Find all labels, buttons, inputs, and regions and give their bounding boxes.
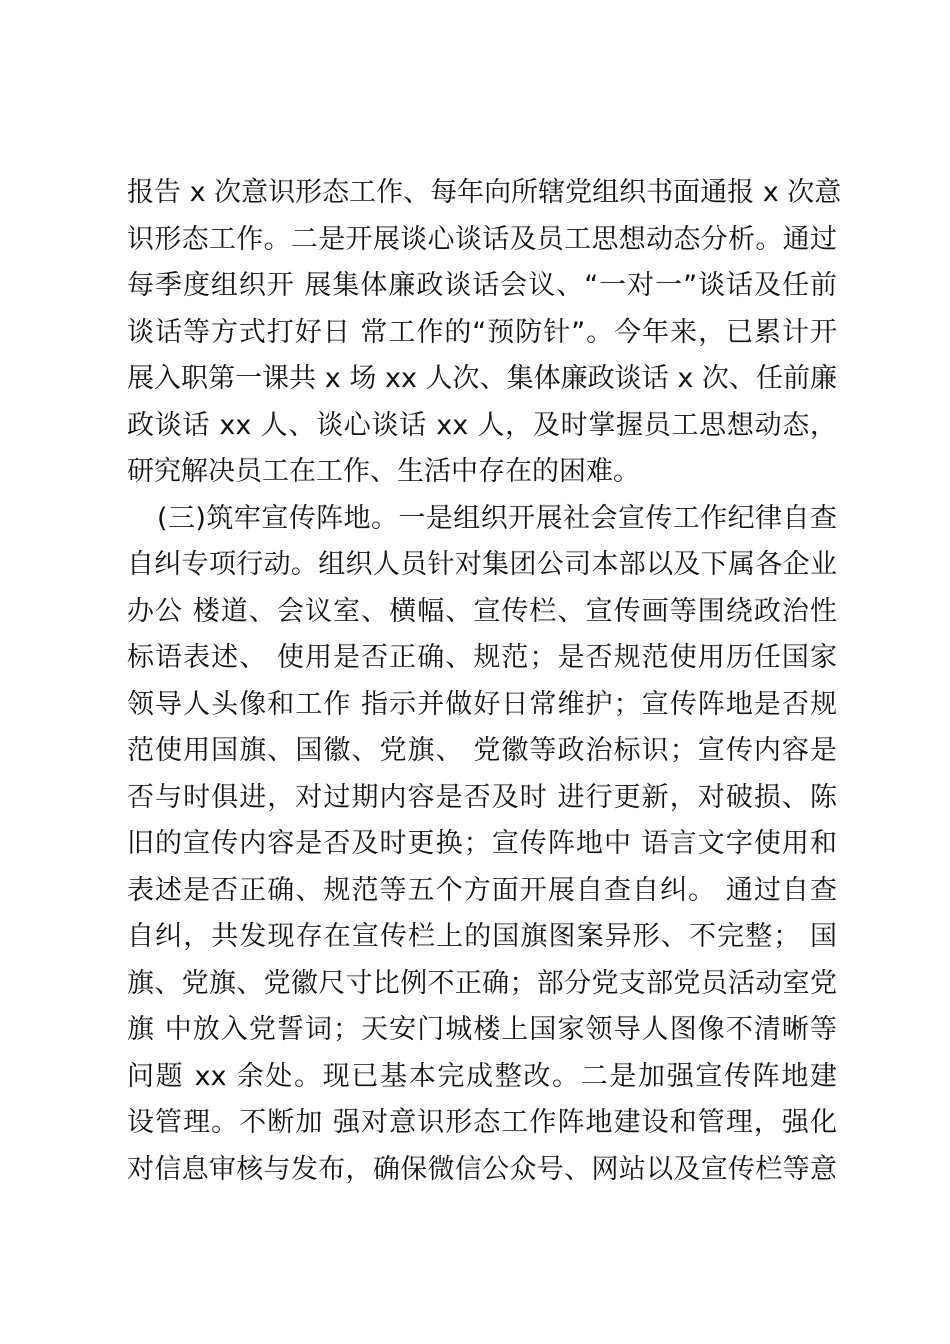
text-line: 办公 楼道、会议室、横幅、宣传栏、宣传画等围绕政治性 [127, 595, 837, 627]
text-line: 谈话等方式打好日 常工作的“预防针”。今年来，已累计开 [127, 316, 837, 348]
section-heading-line: (三)筑牢宣传阵地。一是组织开展社会宣传工作纪律自查 [157, 502, 837, 534]
text-line: 政谈话 xx 人、谈心谈话 xx 人，及时掌握员工思想动态， [127, 409, 837, 441]
text-line: 设管理。不断加 强对意识形态工作阵地建设和管理，强化 [127, 1107, 837, 1138]
text-line: 自纠专项行动。组织人员针对集团公司本部以及下属各企业 [127, 549, 837, 580]
text-line: 对信息审核与发布，确保微信公众号、网站以及宣传栏等意 [127, 1153, 837, 1185]
text-line: 范使用国旗、国徽、党旗、 党徽等政治标识；宣传内容是 [127, 735, 837, 766]
text-line: 识形态工作。二是开展谈心谈话及员工思想动态分析。通过 [127, 223, 837, 255]
text-line: 领导人头像和工作 指示并做好日常维护；宣传阵地是否规 [127, 688, 837, 720]
text-line: 旗、党旗、党徽尺寸比例不正确；部分党支部党员活动室党 [127, 967, 837, 999]
text-line: 展入职第一课共 x 场 xx 人次、集体廉政谈话 x 次、任前廉 [127, 363, 837, 394]
text-line: 否与时俱进，对过期内容是否及时 进行更新，对破损、陈 [127, 781, 837, 813]
text-line: 问题 xx 余处。现已基本完成整改。二是加强宣传阵地建 [127, 1060, 837, 1092]
body-text [127, 170, 842, 1193]
text-line: 旧的宣传内容是否及时更换；宣传阵地中 语言文字使用和 [127, 828, 837, 859]
text-line: 自纠，共发现存在宣传栏上的国旗图案异形、不完整； 国 [127, 921, 837, 952]
text-line: 表述是否正确、规范等五个方面开展自查自纠。 通过自查 [127, 874, 837, 906]
text-line: 研究解决员工在工作、生活中存在的困难。 [127, 456, 640, 487]
text-line: 每季度组织开 展集体廉政谈话会议、“一对一”谈话及任前 [127, 270, 837, 301]
text-line: 旗 中放入党誓词；天安门城楼上国家领导人图像不清晰等 [127, 1014, 837, 1045]
text-line: 标语表述、 使用是否正确、规范；是否规范使用历任国家 [127, 642, 837, 673]
text-line: 报告 x 次意识形态工作、每年向所辖党组织书面通报 x 次意 [127, 177, 842, 208]
